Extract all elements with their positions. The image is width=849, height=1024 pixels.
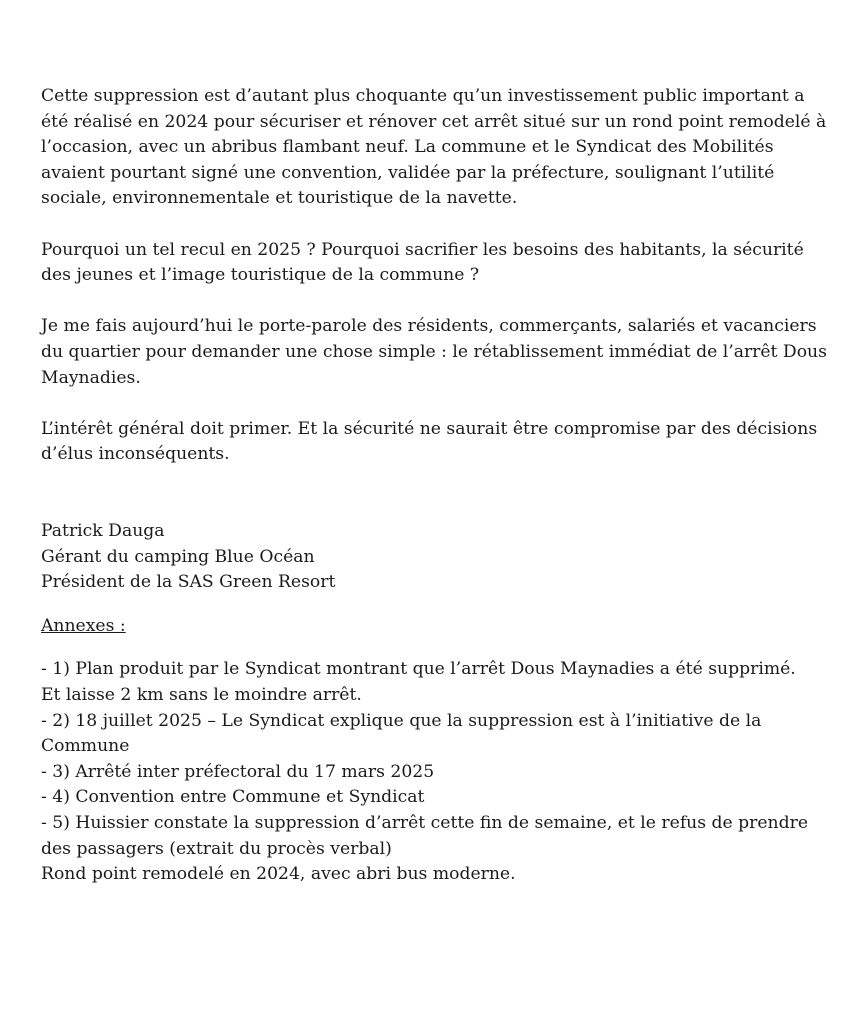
annex-line: - 2) 18 juillet 2025 – Le Syndicat explique que la suppression est à l’initiative de la Commune [41, 710, 762, 757]
signature-spacer [41, 494, 831, 520]
body-paragraph-investment: Cette suppression est d’autant plus choquante qu’un investissement public important a été réalisé en 2024 pour sécuriser et rénover cet arrêt situé sur un rond point remodelé à l’occasion, avec un abribus flambant neuf. La commune et le Syndicat des Mobilités avaient pourtant signé une convention, validée par la préfecture, soulignant l’utilité sociale, environnementale et touristique de la navette. [41, 86, 827, 209]
body-paragraph-request: Je me fais aujourd’hui le porte-parole des résidents, commerçants, salariés et vacanciers du quartier pour demander une chose simple : le rétablissement immédiat de l’arrêt Dous Maynadies. [41, 316, 827, 388]
annex-line: - 1) Plan produit par le Syndicat montrant que l’arrêt Dous Maynadies a été supprimé. [41, 659, 796, 680]
annex-line: - 4) Convention entre Commune et Syndicat [41, 787, 425, 808]
annex-line: - 5) Huissier constate la suppression d’arrêt cette fin de semaine, et le refus de prendre des passagers (extrait du procès verbal) [41, 813, 809, 859]
signature-block [41, 519, 831, 596]
signature-name: Patrick Dauga [41, 521, 165, 542]
letter-page [41, 84, 831, 888]
annex-line: - 3) Arrêté inter préfectoral du 17 mars 2025 [41, 761, 435, 782]
signature-role-sas: Président de la SAS Green Resort [41, 572, 336, 593]
annexes-list [41, 657, 831, 887]
annexes-title: Annexes : [41, 615, 126, 636]
annex-line: Et laisse 2 km sans le moindre arrêt. [41, 685, 362, 706]
body-paragraph-conclusion: L’intérêt général doit primer. Et la sécurité ne saurait être compromise par des décisions d’élus inconséquents. [41, 418, 818, 465]
body-paragraph-questions: Pourquoi un tel recul en 2025 ? Pourquoi sacrifier les besoins des habitants, la sécurité des jeunes et l’image touristique de la commune ? [41, 239, 804, 286]
signature-role-camping: Gérant du camping Blue Océan [41, 546, 315, 567]
annex-line: Rond point remodelé en 2024, avec abri bus moderne. [41, 864, 516, 885]
